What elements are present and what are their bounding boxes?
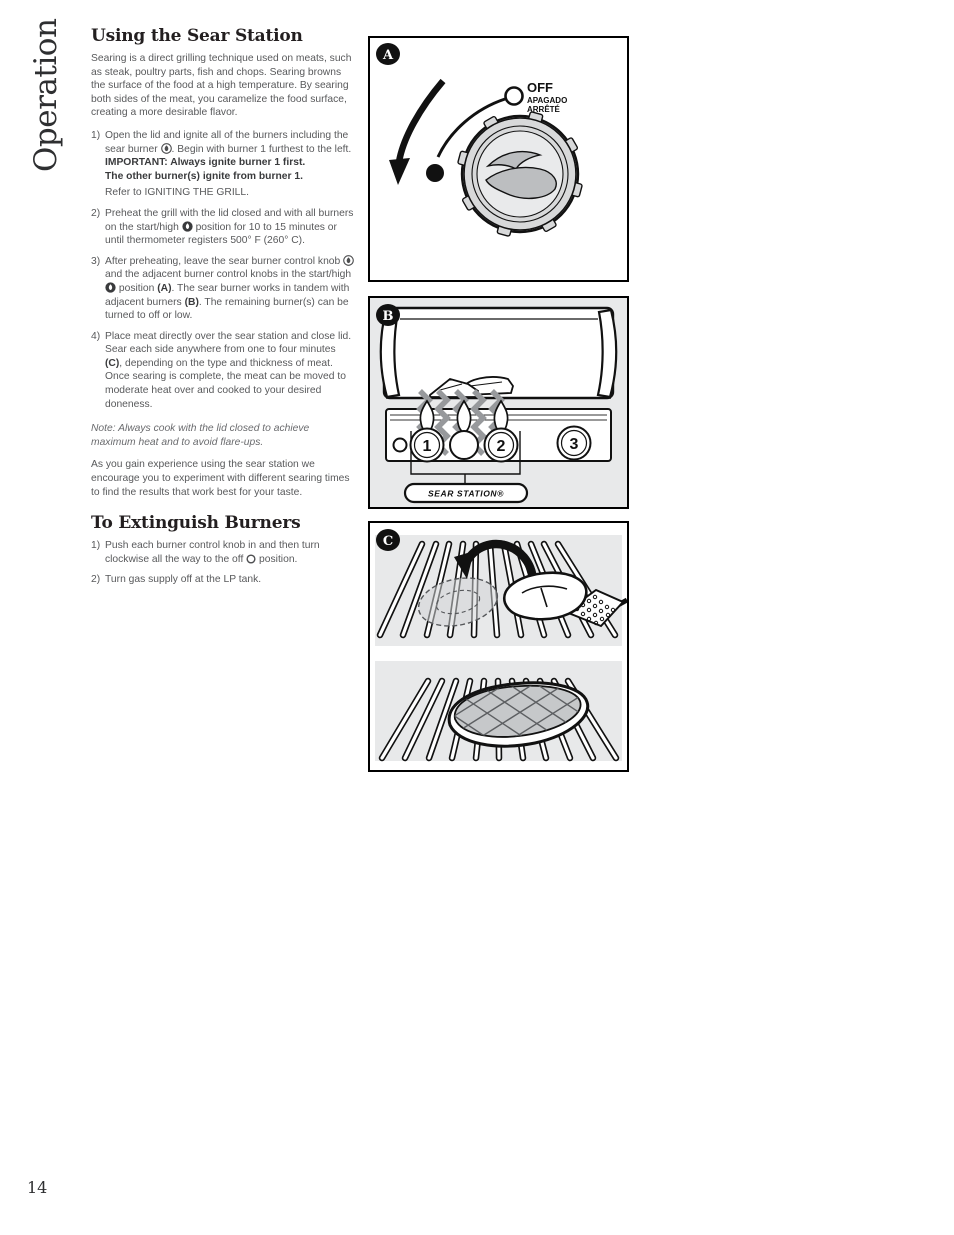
- figure-badge-letter: B: [382, 309, 394, 324]
- item-text: . The remaining burner(s) can be turned to off or low.: [105, 296, 349, 322]
- refer-line: Refer to IGNITING THE GRILL.: [105, 187, 250, 199]
- burner-knob-illustration: [458, 112, 583, 237]
- item-text: Open the lid and ignite all of the burners including the sear burner: [105, 129, 349, 155]
- off-indicator-circle: [506, 88, 523, 105]
- item-number: 1): [91, 129, 101, 141]
- item-text: After preheating, leave the sear burner control knob: [105, 255, 344, 267]
- section-heading-sear-station: Using the Sear Station: [91, 26, 303, 46]
- list-item: [91, 539, 355, 566]
- start-high-icon: [105, 282, 116, 293]
- item-text: position for 10 to 15 minutes or until thermometer registers 500° F (260° C).: [105, 221, 337, 247]
- section-heading-extinguish: To Extinguish Burners: [91, 513, 301, 534]
- list-item: [91, 573, 355, 587]
- sear-burner-icon: [343, 255, 354, 266]
- figure-c-illustration: [370, 523, 627, 770]
- off-label: OFF: [527, 80, 553, 95]
- item-text: Turn gas supply off at the LP tank.: [105, 574, 262, 586]
- sear-burner-knob: [450, 431, 478, 459]
- figure-b-illustration: [370, 298, 627, 507]
- list-item: [91, 330, 355, 412]
- knob-3: [558, 427, 591, 460]
- figure-b: [368, 296, 629, 509]
- item-text: and the adjacent burner control knobs in the start/high: [105, 269, 352, 281]
- item-text: Place meat directly over the sear station and close lid. Sear each side anywhere from one to four minutes: [105, 330, 352, 356]
- figure-badge-letter: C: [382, 534, 394, 549]
- figure-c: [368, 521, 629, 772]
- item-number: 3): [91, 255, 101, 267]
- sear-station-label: SEAR STATION®: [427, 488, 505, 499]
- igniter-button: [394, 439, 407, 452]
- important-line: IMPORTANT: Always ignite burner 1 first.: [105, 157, 306, 169]
- knob-2: [485, 429, 518, 462]
- item-text: . The sear burner works in tandem with adjacent burners: [105, 282, 350, 308]
- off-icon: [246, 554, 256, 564]
- item-text: . Begin with burner 1 furthest to the left.: [171, 143, 352, 155]
- item-number: 4): [91, 330, 101, 342]
- start-high-icon: [182, 221, 193, 232]
- knob-2-label: 2: [496, 438, 506, 455]
- outro-paragraph: As you gain experience using the sear station we encourage you to experiment with different searing times to find the results that work best for your taste.: [91, 459, 350, 498]
- figure-ref: (C): [105, 357, 120, 369]
- knob-1: [411, 429, 444, 462]
- list-item: [91, 207, 355, 248]
- figure-ref: (B): [184, 296, 199, 308]
- sear-burner-icon: [161, 143, 172, 154]
- item-text: position.: [256, 553, 298, 565]
- pointer-dot: [426, 164, 444, 182]
- knob-3-label: 3: [569, 436, 579, 453]
- list-item: [91, 129, 355, 200]
- item-number: 1): [91, 540, 101, 552]
- note-paragraph: Note: Always cook with the lid closed to achieve maximum heat and to avoid flare-ups.: [91, 423, 310, 448]
- off-label-french: ARRÊTÉ: [527, 105, 560, 114]
- off-label-spanish: APAGADO: [527, 96, 568, 105]
- item-text: position: [116, 282, 158, 294]
- knob-1-label: 1: [422, 438, 432, 455]
- text-column: [91, 26, 355, 594]
- item-number: 2): [91, 207, 101, 219]
- figure-a-illustration: [370, 38, 627, 280]
- page-number: 14: [27, 1178, 48, 1197]
- item-text: , depending on the type and thickness of meat. Once searing is complete, the meat can be moved to moderate heat over and cooked to your desired doneness.: [105, 357, 346, 410]
- figure-a: [368, 36, 629, 282]
- intro-paragraph: Searing is a direct grilling technique used on meats, such as steak, poultry parts, fish and chops. Searing browns the surface of the food at a high temperature. By searing both sides of the meat, you caramelize the food surface, creating a more desirable flavor.: [91, 53, 352, 119]
- item-text: Push each burner control knob in and then turn clockwise all the way to the off: [105, 540, 320, 565]
- figure-ref: (A): [157, 282, 172, 294]
- figure-badge-letter: A: [382, 48, 394, 63]
- sear-station-nameplate: [405, 484, 527, 502]
- chapter-label: Operation: [28, 18, 64, 172]
- item-text: Preheat the grill with the lid closed and with all burners on the start/high: [105, 207, 354, 233]
- item-number: 2): [91, 574, 101, 586]
- important-line: The other burner(s) ignite from burner 1.: [105, 170, 303, 182]
- list-item: [91, 255, 355, 323]
